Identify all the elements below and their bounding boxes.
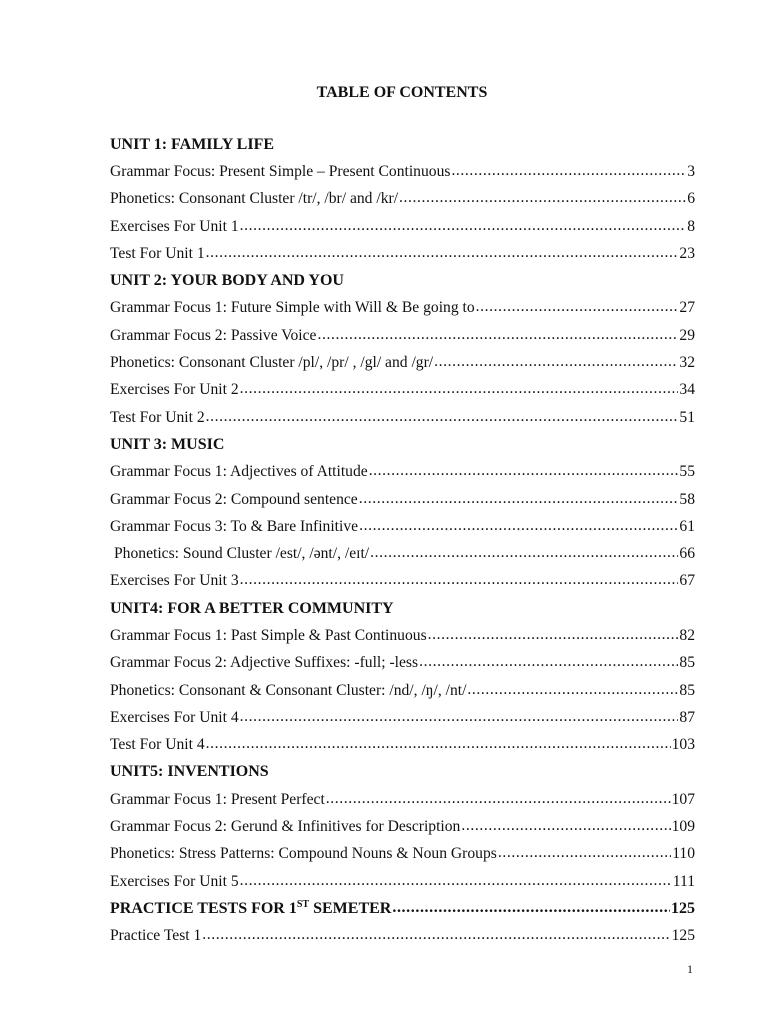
toc-entry xyxy=(110,213,695,240)
toc-entry xyxy=(110,895,695,922)
toc-entry-label: Grammar Focus 1: Future Simple with Will & Be going to xyxy=(110,299,475,317)
toc-page-number: 82 xyxy=(679,626,695,644)
toc-page-number: 87 xyxy=(679,708,695,726)
toc-entry-text xyxy=(110,545,369,563)
toc-entry-text xyxy=(110,327,316,345)
toc-page-number: 61 xyxy=(679,517,695,535)
toc-page-number: 111 xyxy=(672,872,695,890)
toc-page-number: 29 xyxy=(679,326,695,344)
toc-title: TABLE OF CONTENTS xyxy=(316,84,488,101)
leader-dots xyxy=(451,162,686,180)
toc-entry xyxy=(110,650,695,677)
toc-entry-label: Grammar Focus: Present Simple – Present Continuous xyxy=(110,162,451,180)
toc-page-number: 103 xyxy=(671,736,695,754)
toc-entry-text xyxy=(110,218,239,236)
toc-section-heading xyxy=(110,759,695,786)
toc-entry-label: Grammar Focus 1: Present Perfect xyxy=(110,790,325,808)
toc-entry-label: UNIT5: INVENTIONS xyxy=(110,763,269,781)
toc-page-number: 85 xyxy=(679,654,695,672)
toc-entry-text xyxy=(110,682,466,700)
page-number: 1 xyxy=(687,962,693,976)
toc-entry xyxy=(110,923,695,950)
toc-entry-text xyxy=(110,163,450,181)
toc-entry-text xyxy=(110,845,497,863)
toc-entry xyxy=(110,732,695,759)
toc-entry-text xyxy=(110,136,274,154)
leader-dots xyxy=(434,353,678,371)
toc-entry-text xyxy=(110,463,368,481)
toc-entry xyxy=(110,295,695,322)
toc-section-heading xyxy=(110,267,695,294)
toc-entry-text xyxy=(110,654,418,672)
toc-entry-text xyxy=(110,299,475,317)
toc-page-number: 109 xyxy=(671,818,695,836)
toc-entry-label: UNIT 3: MUSIC xyxy=(110,435,225,453)
toc-entry-label: Grammar Focus 2: Gerund & Infinitives for Description xyxy=(110,818,461,836)
leader-dots xyxy=(370,544,678,562)
toc-entry-label: Test For Unit 1 xyxy=(110,244,205,262)
leader-dots xyxy=(326,790,671,808)
toc-page-number: 3 xyxy=(687,162,695,180)
toc-entry-label: Grammar Focus 2: Compound sentence xyxy=(110,490,358,508)
toc-entry xyxy=(110,459,695,486)
toc-entry-text xyxy=(110,409,205,427)
leader-dots xyxy=(240,217,687,235)
toc-entry xyxy=(110,677,695,704)
toc-page-number: 125 xyxy=(671,899,695,917)
toc-page-number: 58 xyxy=(679,490,695,508)
leader-dots xyxy=(359,517,678,535)
toc-entry xyxy=(110,322,695,349)
toc-entry xyxy=(110,540,695,567)
toc-entry-label: Phonetics: Consonant & Consonant Cluster: /nd/, /ŋ/, /nt/ xyxy=(110,681,467,699)
toc-entry-text xyxy=(110,518,358,536)
leader-dots xyxy=(317,326,678,344)
toc-entry-text xyxy=(110,491,358,509)
toc-entry-label: Grammar Focus 1: Adjectives of Attitude xyxy=(110,463,368,481)
leader-dots xyxy=(461,817,670,835)
leader-dots xyxy=(359,490,679,508)
toc-entry-text xyxy=(110,899,391,918)
toc-entry xyxy=(110,568,695,595)
toc-entry-text xyxy=(110,927,201,945)
leader-dots xyxy=(399,189,686,207)
toc-entry-text xyxy=(110,763,269,781)
leader-dots xyxy=(369,462,679,480)
toc-page-number: 8 xyxy=(687,217,695,235)
toc-page-number: 34 xyxy=(679,381,695,399)
toc-page-number: 66 xyxy=(679,545,695,563)
toc-entry-label: Phonetics: Stress Patterns: Compound Nouns & Noun Groups xyxy=(110,845,497,863)
toc-entry-label: Phonetics: Sound Cluster /est/, /ənt/, /eɪt/ xyxy=(114,545,370,563)
toc-entry-label: Exercises For Unit 1 xyxy=(110,217,239,235)
toc-entry xyxy=(110,786,695,813)
toc-entry-label: PRACTICE TESTS FOR 1 xyxy=(110,900,297,918)
toc-entry-text xyxy=(110,736,205,754)
leader-dots xyxy=(240,380,679,398)
toc-page-number: 125 xyxy=(671,927,695,945)
toc-entry xyxy=(110,186,695,213)
toc-entry xyxy=(110,158,695,185)
toc-entry-label: Grammar Focus 2: Passive Voice xyxy=(110,326,317,344)
leader-dots xyxy=(240,872,672,890)
toc-entry xyxy=(110,813,695,840)
toc-entry-label: UNIT 1: FAMILY LIFE xyxy=(110,135,275,153)
toc-entry-text xyxy=(110,190,398,208)
toc-entry-label: Grammar Focus 1: Past Simple & Past Continuous xyxy=(110,626,427,644)
toc-entry xyxy=(110,240,695,267)
leader-dots xyxy=(206,244,679,262)
toc-entry-text xyxy=(110,627,427,645)
toc-entry xyxy=(110,404,695,431)
toc-entry-label: Phonetics: Consonant Cluster /pl/, /pr/ , /gl/ and /gr/ xyxy=(110,354,434,372)
toc-entry xyxy=(110,377,695,404)
leader-dots xyxy=(202,926,670,944)
toc-page-number: 6 xyxy=(687,190,695,208)
toc-entry xyxy=(110,841,695,868)
toc-entry-label: Test For Unit 2 xyxy=(110,408,205,426)
toc-entry-text xyxy=(110,600,394,618)
toc-entry-label: Phonetics: Consonant Cluster /tr/, /br/ and /kr/ xyxy=(110,190,399,208)
toc-entry-label: UNIT 2: YOUR BODY AND YOU xyxy=(110,272,344,290)
toc-entry-text xyxy=(110,873,239,891)
toc-entry xyxy=(110,868,695,895)
superscript: ST xyxy=(296,899,310,911)
toc-entry-text xyxy=(110,381,239,399)
leader-dots xyxy=(240,571,679,589)
toc-entry-text xyxy=(110,818,460,836)
leader-dots xyxy=(498,844,671,862)
toc-page-number: 110 xyxy=(672,845,695,863)
toc-page-number: 27 xyxy=(679,299,695,317)
toc-entry-label: Grammar Focus 3: To & Bare Infinitive xyxy=(110,517,359,535)
toc-entry xyxy=(110,704,695,731)
toc-page-number: 23 xyxy=(679,244,695,262)
toc-page-number: 85 xyxy=(679,681,695,699)
toc-section-heading xyxy=(110,431,695,458)
toc-entry xyxy=(110,513,695,540)
leader-dots xyxy=(476,298,679,316)
toc-page-number: 107 xyxy=(671,790,695,808)
leader-dots xyxy=(206,735,671,753)
toc-entry-label: Exercises For Unit 4 xyxy=(110,708,239,726)
toc-entry-label-suffix: SEMETER xyxy=(309,900,392,918)
toc-entry xyxy=(110,622,695,649)
toc-entry-label: Exercises For Unit 2 xyxy=(110,381,239,399)
toc-entry-label: Exercises For Unit 3 xyxy=(110,572,239,590)
toc-entry-label: UNIT4: FOR A BETTER COMMUNITY xyxy=(110,599,394,617)
toc-entry xyxy=(110,486,695,513)
leader-dots xyxy=(206,408,679,426)
toc-entry-label: Exercises For Unit 5 xyxy=(110,872,239,890)
table-of-contents xyxy=(110,131,695,950)
toc-entry-text xyxy=(110,709,239,727)
toc-entry xyxy=(110,349,695,376)
toc-entry-text xyxy=(110,272,344,290)
toc-page-number: 55 xyxy=(679,463,695,481)
toc-page-number: 32 xyxy=(679,354,695,372)
toc-page-number: 51 xyxy=(679,408,695,426)
toc-section-heading xyxy=(110,595,695,622)
leader-dots xyxy=(428,626,679,644)
toc-entry-text xyxy=(110,354,433,372)
toc-entry-text xyxy=(110,436,224,454)
leader-dots xyxy=(240,708,679,726)
leader-dots xyxy=(392,899,670,917)
leader-dots xyxy=(467,681,678,699)
toc-section-heading xyxy=(110,131,695,158)
toc-entry-text xyxy=(110,245,205,263)
leader-dots xyxy=(419,653,678,671)
toc-entry-text xyxy=(110,572,239,590)
toc-entry-label: Test For Unit 4 xyxy=(110,736,205,754)
toc-entry-label: Grammar Focus 2: Adjective Suffixes: -full; -less xyxy=(110,654,419,672)
toc-entry-label: Practice Test 1 xyxy=(110,927,202,945)
toc-page-number: 67 xyxy=(679,572,695,590)
toc-entry-text xyxy=(110,791,325,809)
